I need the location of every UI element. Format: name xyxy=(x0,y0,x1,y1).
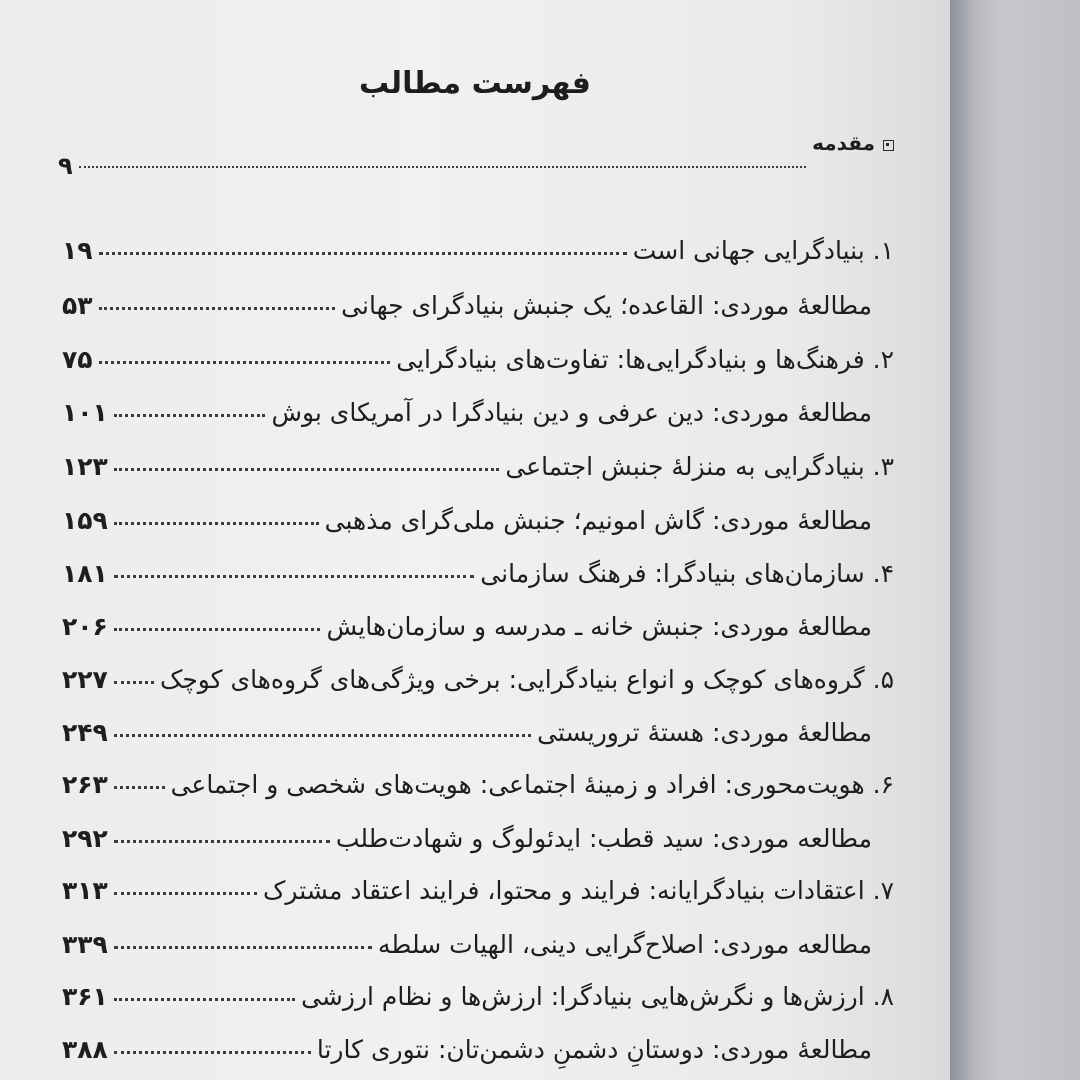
toc-entry-case-study-4 xyxy=(62,612,872,641)
toc-page-number: ۲۴۹ xyxy=(62,718,108,747)
toc-entry-label: ۱. بنیادگرایی جهانی است xyxy=(632,236,894,265)
toc-entry-chapter-5 xyxy=(62,665,894,694)
toc-page-number: ۱۵۹ xyxy=(62,506,108,535)
toc-entry-case-study-6 xyxy=(62,824,872,853)
toc-entry-intro xyxy=(58,128,894,180)
toc-page-number: ۲۶۳ xyxy=(62,770,108,799)
toc-entry-case-study-2 xyxy=(62,398,872,427)
toc-page-number: ۳۳۹ xyxy=(62,930,108,959)
toc-page-number: ۲۰۶ xyxy=(62,612,108,641)
leader-dots xyxy=(99,361,391,364)
toc-entry-label: مطالعهٔ موردی: القاعده؛ یک جنبش بنیادگرای جهانی xyxy=(341,291,872,320)
toc-entry-label: مطالعه موردی: اصلاح‌گرایی دینی، الهیات سلطه xyxy=(378,930,872,959)
toc-entry-chapter-8 xyxy=(62,982,894,1011)
toc-entry-label: مطالعهٔ موردی: هستهٔ تروریستی xyxy=(537,718,872,747)
toc-entry-label: مطالعهٔ موردی: دوستانِ دشمنِ دشمن‌تان: نتوری کارتا xyxy=(316,1035,872,1064)
toc-entry-case-study-3 xyxy=(62,506,872,535)
toc-entry-label: ۶. هویت‌محوری: افراد و زمینهٔ اجتماعی: هویت‌های شخصی و اجتماعی xyxy=(170,770,894,799)
toc-entry-chapter-3 xyxy=(62,452,894,481)
leader-dots xyxy=(114,414,266,417)
leader-dots xyxy=(114,892,257,895)
toc-page-number: ۳۶۱ xyxy=(62,982,108,1011)
leader-dots xyxy=(114,468,500,471)
leader-dots xyxy=(114,522,319,525)
toc-entry-case-study-8 xyxy=(62,1035,872,1064)
toc-entry-chapter-6 xyxy=(62,770,894,799)
toc-page-number: ۳۸۸ xyxy=(62,1035,108,1064)
toc-page-number: ۲۲۷ xyxy=(62,665,108,694)
toc-title: فهرست مطالب xyxy=(359,66,591,101)
toc-entry-label: ۳. بنیادگرایی به منزلهٔ جنبش اجتماعی xyxy=(505,452,894,481)
toc-page-number: ۳۱۳ xyxy=(62,876,108,905)
leader-dots xyxy=(114,840,330,843)
leader-dots xyxy=(114,628,321,631)
toc-entry-label: مطالعهٔ موردی: جنبش خانه ـ مدرسه و سازمان‌هایش xyxy=(326,612,872,641)
toc-entry-label: مطالعهٔ موردی: دین عرفی و دین بنیادگرا در آمریکای بوش xyxy=(271,398,872,427)
toc-entry-label: ۲. فرهنگ‌ها و بنیادگرایی‌ها: تفاوت‌های بنیادگرایی xyxy=(396,345,894,374)
square-bullet-icon xyxy=(883,140,894,151)
toc-entry-chapter-4 xyxy=(62,559,894,588)
toc-entry-case-study-7 xyxy=(62,930,872,959)
toc-page-number: ۱۲۳ xyxy=(62,452,108,481)
leader-dots xyxy=(99,307,336,310)
leader-dots xyxy=(114,998,295,1001)
toc-page-number: ۱۹ xyxy=(62,236,93,265)
toc-page-number: ۹ xyxy=(58,152,73,180)
leader-dots xyxy=(114,786,165,789)
toc-entry-chapter-7 xyxy=(62,876,894,905)
leader-dots xyxy=(114,1051,311,1054)
toc-entry-label xyxy=(812,131,894,155)
toc-page-number: ۲۹۲ xyxy=(62,824,108,853)
leader-dots xyxy=(114,575,475,578)
toc-entry-case-study-5 xyxy=(62,718,872,747)
toc-page-number: ۱۸۱ xyxy=(62,559,108,588)
toc-page-number: ۵۳ xyxy=(62,291,93,320)
toc-entry-label: ۸. ارزش‌ها و نگرش‌هایی بنیادگرا: ارزش‌ها و نظام ارزشی xyxy=(301,982,894,1011)
toc-entry-label: مطالعه موردی: سید قطب: ایدئولوگ و شهادت‌طلب xyxy=(335,824,872,853)
leader-dots xyxy=(114,734,531,737)
leader-dots xyxy=(79,166,807,168)
toc-entry-chapter-1 xyxy=(62,236,894,265)
leader-dots xyxy=(114,946,372,949)
toc-entry-chapter-2 xyxy=(62,345,894,374)
toc-entry-label: ۷. اعتقادات بنیادگرایانه: فرایند و محتوا، فرایند اعتقاد مشترک xyxy=(263,876,894,905)
toc-page-number: ۱۰۱ xyxy=(62,398,108,427)
toc-entry-label: ۵. گروه‌های کوچک و انواع بنیادگرایی: برخی ویژگی‌های گروه‌های کوچک xyxy=(159,665,894,694)
leader-dots xyxy=(114,681,154,684)
toc-entry-case-study-1 xyxy=(62,291,872,320)
toc-entry-label: مطالعهٔ موردی: گاش امونیم؛ جنبش ملی‌گرای مذهبی xyxy=(324,506,872,535)
intro-label: مقدمه xyxy=(812,131,875,155)
toc-page-number: ۷۵ xyxy=(62,345,93,374)
book-gutter xyxy=(950,0,1080,1080)
leader-dots xyxy=(99,252,627,255)
toc-entry-label: ۴. سازمان‌های بنیادگرا: فرهنگ سازمانی xyxy=(480,559,894,588)
